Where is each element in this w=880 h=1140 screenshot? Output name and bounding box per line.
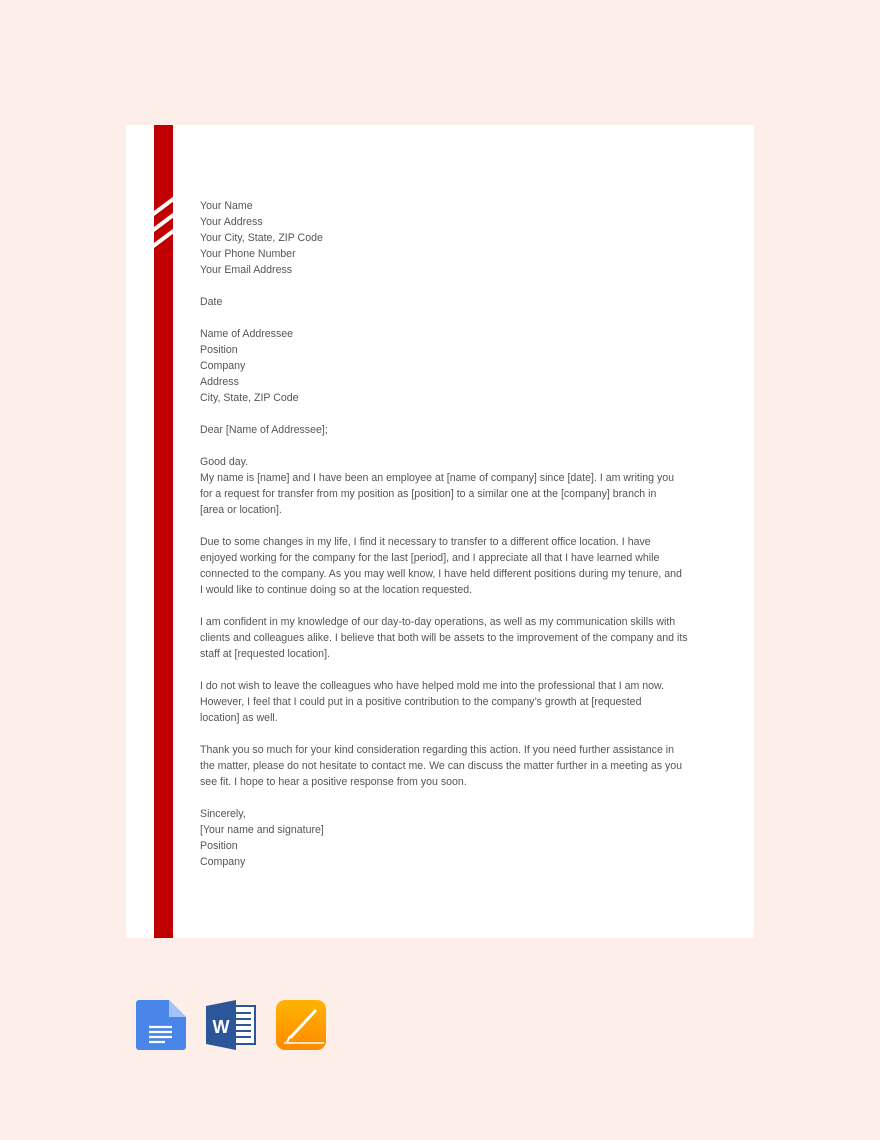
paragraph-line: My name is [name] and I have been an employee at [name of company] since [date]. I am writing you [200, 472, 675, 484]
paragraph-line: for a request for transfer from my position as [position] to a similar one at the [company] branch in [200, 488, 657, 500]
paragraph-line: Due to some changes in my life, I find it necessary to transfer to a different office location. I have [200, 536, 651, 548]
letter-page [126, 125, 754, 938]
red-stripe [154, 125, 173, 938]
paragraph-line: I would like to continue doing so at the location requested. [200, 584, 473, 596]
paragraph-line: Good day. [200, 456, 249, 468]
diagonal-stripes-decoration [154, 125, 173, 938]
sender-address-line: Your Name [200, 200, 253, 212]
salutation: Dear [Name of Addressee]; [200, 424, 328, 436]
paragraph-line: I am confident in my knowledge of our day-to-day operations, as well as my communication skills with [200, 616, 676, 628]
closing-line: Sincerely, [200, 808, 246, 820]
paragraph-line: location] as well. [200, 712, 278, 724]
google-docs-icon[interactable] [136, 1000, 186, 1050]
sender-address-line: Your Address [200, 216, 263, 228]
paragraph-line: the matter, please do not hesitate to contact me. We can discuss the matter further in a meeting as you [200, 760, 683, 772]
format-icons [136, 1000, 326, 1050]
recipient-address-line: Address [200, 376, 239, 388]
paragraph-line: enjoyed working for the company for the last [period], and I appreciate all that I have learned while [200, 552, 660, 564]
paragraph [200, 534, 700, 598]
date: Date [200, 296, 223, 308]
recipient-address [200, 326, 700, 406]
paragraph-line: I do not wish to leave the colleagues who have helped mold me into the professional that I am now. [200, 680, 665, 692]
ms-word-icon[interactable] [206, 1000, 256, 1050]
paragraph [200, 614, 700, 662]
paragraph [200, 678, 700, 726]
closing-line: [Your name and signature] [200, 824, 324, 836]
recipient-address-line: City, State, ZIP Code [200, 392, 299, 404]
paragraph-line: Thank you so much for your kind consideration regarding this action. If you need further assistance in [200, 744, 675, 756]
paragraph-line: connected to the company. As you may well know, I have held different positions during my tenure, and [200, 568, 682, 580]
closing-line: Company [200, 856, 246, 868]
paragraph-line: [area or location]. [200, 504, 282, 516]
paragraph-line: However, I feel that I could put in a positive contribution to the company’s growth at [requested [200, 696, 642, 708]
paragraph [200, 454, 700, 518]
recipient-address-line: Company [200, 360, 246, 372]
paragraph-line: clients and colleagues alike. I believe that both will be assets to the improvement of the company and its [200, 632, 688, 644]
svg-text:W: W [212, 1017, 230, 1037]
letter-body [200, 198, 700, 886]
recipient-address-line: Position [200, 344, 238, 356]
sender-address [200, 198, 700, 278]
sender-address-line: Your Email Address [200, 264, 293, 276]
apple-pages-icon[interactable] [276, 1000, 326, 1050]
closing-line: Position [200, 840, 238, 852]
paragraph-line: staff at [requested location]. [200, 648, 330, 660]
sender-address-line: Your City, State, ZIP Code [200, 232, 323, 244]
paragraph-line: see fit. I hope to hear a positive response from you soon. [200, 776, 467, 788]
recipient-address-line: Name of Addressee [200, 328, 294, 340]
sender-address-line: Your Phone Number [200, 248, 296, 260]
paragraph [200, 742, 700, 790]
closing [200, 806, 700, 870]
